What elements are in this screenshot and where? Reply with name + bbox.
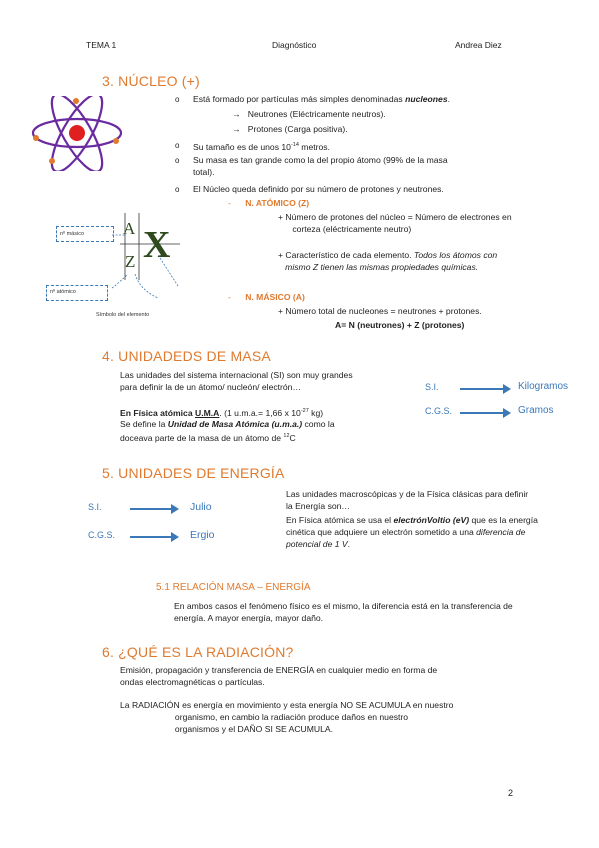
bullet-icon: o [175, 156, 180, 165]
sec4-si-label: S.I. [425, 382, 439, 392]
section-4-title: 4. UNIDADEDS DE MASA [102, 348, 271, 364]
symbol-z: Z [125, 252, 136, 271]
symbol-a: A [123, 219, 136, 238]
header-tema: TEMA 1 [86, 40, 117, 50]
sec5-1-paragraph: En ambos casos el fenómeno físico es el mismo, la diferencia está en la transferencia de energía. A mayor energía, mayor daño. [174, 601, 513, 623]
sec5-si-unit: Julio [190, 501, 212, 513]
sec3-bullet-4: El Núcleo queda definido por su número de protones y neutrones. [193, 184, 444, 194]
atom-illustration [30, 96, 125, 171]
sec4-si-unit: Kilogramos [518, 381, 569, 392]
page-number: 2 [508, 788, 514, 798]
arrow-right-icon [460, 388, 504, 390]
label-simbolo-elemento: Símbolo del elemento [96, 312, 150, 318]
sec4-paragraph-1: Las unidades del sistema internacional (SI) son muy grandes para definir la de un átomo/ nucleón/ electrón… [120, 370, 353, 392]
sec4-definition: Se define la Unidad de Masa Atómica (u.m.a.) como la doceava parte de la masa de un átomo de $^{12}$C [120, 419, 335, 443]
a-point-1: + Número total de nucleones = neutrones + protones. [278, 306, 482, 316]
sec4-cgs-label: C.G.S. [425, 406, 453, 416]
sec5-cgs-label: C.G.S. [88, 530, 116, 540]
a-formula: A= N (neutrones) + Z (protones) [335, 320, 465, 330]
section-6-title: 6. ¿QUÉ ES LA RADIACIÓN? [102, 644, 294, 660]
z-title: - N. ATÓMICO (Z) [228, 198, 310, 208]
sec5-cgs-unit: Ergio [190, 529, 215, 541]
header-diagnostico: Diagnóstico [272, 40, 317, 50]
arrow-item-neutrons: → Neutrones (Eléctricamente neutros). [232, 109, 386, 119]
label-numero-atomico: nº atómico [50, 289, 76, 295]
box-numero-atomico [46, 285, 108, 301]
symbol-x: X [143, 224, 171, 266]
section-5-title: 5. UNIDADES DE ENERGÍA [102, 465, 285, 481]
sec5-si-label: S.I. [88, 502, 102, 512]
bullet-icon: o [175, 95, 180, 104]
header-author: Andrea Diez [455, 40, 502, 50]
sec6-paragraph-2: La RADIACIÓN es energía en movimiento y esta energía NO SE ACUMULA en nuestro organismo, en cambio la radiación produce daños en nuestro organismos y el DAÑO SI SE ACUMULA. [120, 700, 454, 734]
label-numero-masico: nº másico [60, 231, 85, 237]
sec3-bullet-3: Su masa es tan grande como la del propio átomo (99% de la masa total). [193, 155, 448, 177]
right-arrow-icon: → [232, 109, 241, 119]
bullet-icon: o [175, 141, 180, 150]
sec4-cgs-unit: Gramos [518, 405, 554, 416]
section-3-title: 3. NÚCLEO (+) [102, 73, 200, 89]
section-5-1-title: 5.1 RELACIÓN MASA – ENERGÍA [156, 582, 311, 593]
z-point-2: + Característico de cada elemento. Todos los átomos con mismo Z tienen las mismas propiedades químicas. [278, 250, 498, 272]
box-numero-masico [56, 226, 114, 242]
sec5-paragraph-2: En Física atómica se usa el electrónVoltio (eV) que es la energía cinética que adquiere un electrón sometido a una diferencia de potencial de 1 V. [286, 515, 538, 549]
sec4-uma: En Física atómica U.M.A. (1 u.m.a.= 1,66 x $10^{-27}$ kg) [120, 407, 324, 418]
arrow-right-icon [130, 508, 172, 510]
a-title: - N. MÁSICO (A) [228, 292, 305, 302]
arrow-right-icon [460, 412, 504, 414]
sec3-bullet-2: Su tamaño es de unos $10^{-14}$ metros. [193, 141, 330, 152]
sec6-paragraph-1: Emisión, propagación y transferencia de ENERGÍA en cualquier medio en forma de ondas electromagnéticas o partículas. [120, 665, 438, 687]
sec3-bullet-1: Está formado por partículas más simples denominadas nucleones. [193, 94, 450, 104]
bullet-icon: o [175, 185, 180, 194]
arrow-right-icon [130, 536, 172, 538]
z-point-1: + Número de protones del núcleo = Número de electrones en corteza (eléctricamente neutro) [278, 212, 512, 234]
sec5-paragraph-1: Las unidades macroscópicas y de la Física clásicas para definir la Energía son… [286, 489, 529, 511]
arrow-item-protons: → Protones (Carga positiva). [232, 124, 348, 134]
right-arrow-icon: → [232, 124, 241, 134]
